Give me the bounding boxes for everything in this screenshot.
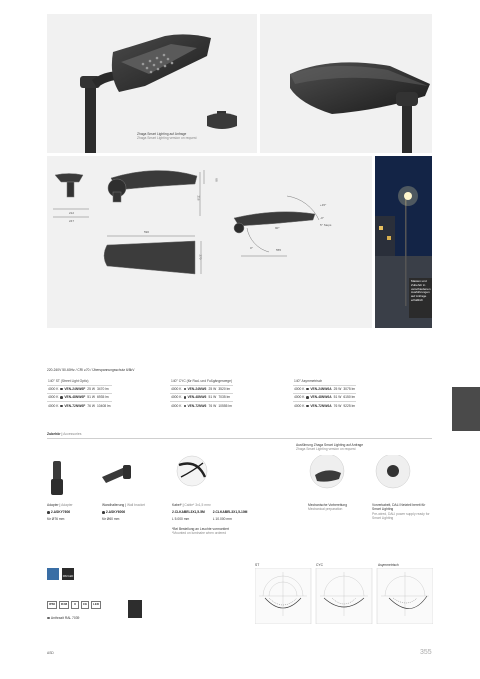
- lumen: 7035 lm: [217, 393, 233, 401]
- watt: 51 W: [208, 393, 218, 401]
- cct: 4000 K: [47, 402, 59, 410]
- accessory-code: 2.ASKY7606: [47, 510, 102, 514]
- cable-note-en: *Mounted on luminaire when ordered: [172, 531, 227, 536]
- dim-led-icon: DIM LED: [62, 568, 74, 580]
- polar-diagrams: [255, 568, 433, 624]
- angle-90: 90°: [275, 226, 280, 230]
- lumen: 3470 lm: [96, 385, 112, 393]
- cct: 4000 K: [170, 385, 183, 393]
- color-swatch-icon: [128, 600, 142, 618]
- luminaire-top-image: [260, 14, 432, 153]
- color-tab: [452, 387, 480, 431]
- hero-panel-right: [260, 14, 432, 153]
- order-code: VEN-48NW6A: [305, 393, 332, 401]
- lumen: 6150 lm: [342, 393, 356, 401]
- accessory-detail: für Ø76 mm: [47, 516, 65, 521]
- dim-length: 590: [144, 230, 150, 234]
- ip66-icon: IP66: [47, 601, 57, 609]
- cable-code-5m: 2.CLKABEL3X1,5-5M: [172, 510, 205, 515]
- mech-prep-image: [310, 455, 344, 488]
- ik08-icon: IK08: [59, 601, 69, 609]
- watt: 51 W: [333, 393, 343, 401]
- cable-length-5m: L 5.000 mm: [172, 516, 190, 521]
- order-code: VEN-24NW6F: [59, 385, 86, 393]
- cable-code-10m: 2.CLKABEL3X1,5-10M: [212, 510, 248, 515]
- mech-label-en: Mechanical preparation: [308, 507, 343, 512]
- order-code: VEN-72NW6F: [59, 402, 86, 410]
- lumen: 10555 lm: [217, 402, 233, 410]
- order-code: VEN-24NW6A: [305, 385, 332, 393]
- polar-diagram-cyc: [316, 568, 372, 624]
- finish-label: Anthrazit RAL 7039: [47, 616, 79, 620]
- adapter-image: [51, 461, 63, 495]
- cable-note: *Bei Bestellung an Leuchte vormontiert: [172, 526, 229, 531]
- watt: 51 W: [86, 393, 96, 401]
- cable-image: [177, 456, 207, 486]
- order-code: VEN-48NW6F: [59, 393, 86, 401]
- dim-height-top: 88: [214, 178, 219, 182]
- optic-table-st: [47, 377, 112, 410]
- divider: [47, 438, 432, 439]
- watt: 76 W: [208, 402, 218, 410]
- watt: 76 W: [333, 402, 343, 410]
- angle-steps: 5° Steps: [320, 223, 332, 227]
- hero-panel-left: [47, 14, 257, 153]
- accessory-wall-bracket: [102, 503, 167, 521]
- optic-title: 140° ST (Street Light Optic): [48, 378, 89, 383]
- accessory-detail: für Ø60 mm: [102, 516, 120, 521]
- optic-title: 140° CYC (für Rad- und Fußgängerwege): [171, 378, 233, 383]
- watt: 25 W: [333, 385, 343, 393]
- cct: 4000 K: [293, 402, 305, 410]
- cct: 4000 K: [293, 393, 305, 401]
- polar-title-cyc: CYC: [316, 563, 323, 567]
- accessories-title: Zubehör | Accessories: [47, 432, 82, 436]
- polar-diagram-st: [255, 568, 311, 624]
- dimension-drawings: [47, 156, 372, 328]
- class-ii-icon: II: [71, 601, 79, 609]
- watt: 25 W: [208, 385, 218, 393]
- accessory-adapter: [47, 503, 102, 521]
- cct: 4000 K: [47, 393, 59, 401]
- dali-image: [376, 455, 410, 488]
- dali-label-en: Pre-wired, DALI power supply ready for Smart Lighting: [372, 511, 430, 520]
- optic-title: 140° Asymmetrisch: [294, 378, 323, 383]
- accessory-cable: [172, 503, 290, 535]
- mech-label: Mechanische Vorbereitung: [308, 503, 348, 507]
- cct: 4000 K: [47, 385, 59, 393]
- hero-caption-en: Zhaga Smart Lighting version on request: [137, 136, 197, 141]
- wall-bracket-image: [102, 465, 131, 483]
- footer-brand: ASD: [47, 651, 54, 655]
- zhaga-title: Ausführung Zhaga Smart Lighting auf Anfrage Zhaga Smart Lighting version on request: [296, 443, 364, 452]
- polar-title-asym: Asymmetrisch: [378, 563, 399, 567]
- accessory-code: 2.ASKY6006: [102, 510, 167, 514]
- optic-table-asym: [293, 377, 356, 410]
- watt: 25 W: [86, 385, 96, 393]
- angle-plus: +15°: [320, 203, 327, 207]
- order-code: VEN-72NW6: [183, 402, 208, 410]
- accessory-dali: [372, 503, 432, 520]
- lumen: 9225 lm: [342, 402, 356, 410]
- lumen: 10408 lm: [96, 402, 112, 410]
- led-icon: LED: [91, 601, 101, 609]
- page-number: 355: [420, 649, 432, 656]
- cct: 4000 K: [170, 402, 183, 410]
- order-code: VEN-72NW6A: [305, 402, 332, 410]
- lumen: 3520 lm: [217, 385, 233, 393]
- accessory-label: Wandhalterung | Wall bracket: [102, 503, 145, 507]
- lumen: 3075 lm: [342, 385, 356, 393]
- night-photo: [375, 156, 432, 328]
- dim-reach: 555: [276, 248, 282, 252]
- dim-depth: 270: [198, 254, 203, 260]
- angle-minus: -0°: [320, 216, 324, 220]
- dim-width-212: 212: [69, 211, 75, 215]
- photo-note: Masten und Zubehör in verschiedenen Ausführungen auf Anfrage erhältlich: [409, 278, 432, 318]
- accessory-images: [47, 455, 432, 503]
- watt: 76 W: [86, 402, 96, 410]
- cct: 4000 K: [170, 393, 183, 401]
- hero-caption: Zhaga Smart Lighting auf Anfrage: [137, 132, 187, 136]
- accessory-mech: [308, 503, 368, 512]
- polar-title-st: ST: [255, 563, 260, 567]
- angle-0: 0°: [250, 246, 253, 250]
- optic-table-cyc: [170, 377, 233, 410]
- dali-label: Vorverkabelt, DALI Netzteil bereit für Smart Lighting: [372, 503, 426, 512]
- lumen: 6935 lm: [96, 393, 112, 401]
- polar-diagram-asym: [377, 568, 433, 624]
- electrical-spec: 220-240V 50-60Hz / CRI ≥70 / Überspannungsschutz 6/8kV: [47, 368, 135, 372]
- drawing-panel: [47, 156, 372, 328]
- ce-icon: CE: [81, 601, 89, 609]
- cct: 4000 K: [293, 385, 305, 393]
- accessory-label: Kabel* | Cable* 3x1,5 mm²: [172, 503, 211, 507]
- order-code: VEN-24NW6: [183, 385, 208, 393]
- cable-length-10m: L 10.000 mm: [212, 516, 232, 521]
- dim-height-side: 216: [196, 195, 201, 201]
- order-code: VEN-48NW6: [183, 393, 208, 401]
- dim-width-247: 247: [69, 219, 75, 223]
- smart-lighting-icon: [47, 568, 59, 580]
- accessory-label: Adapter | Adapter: [47, 503, 73, 507]
